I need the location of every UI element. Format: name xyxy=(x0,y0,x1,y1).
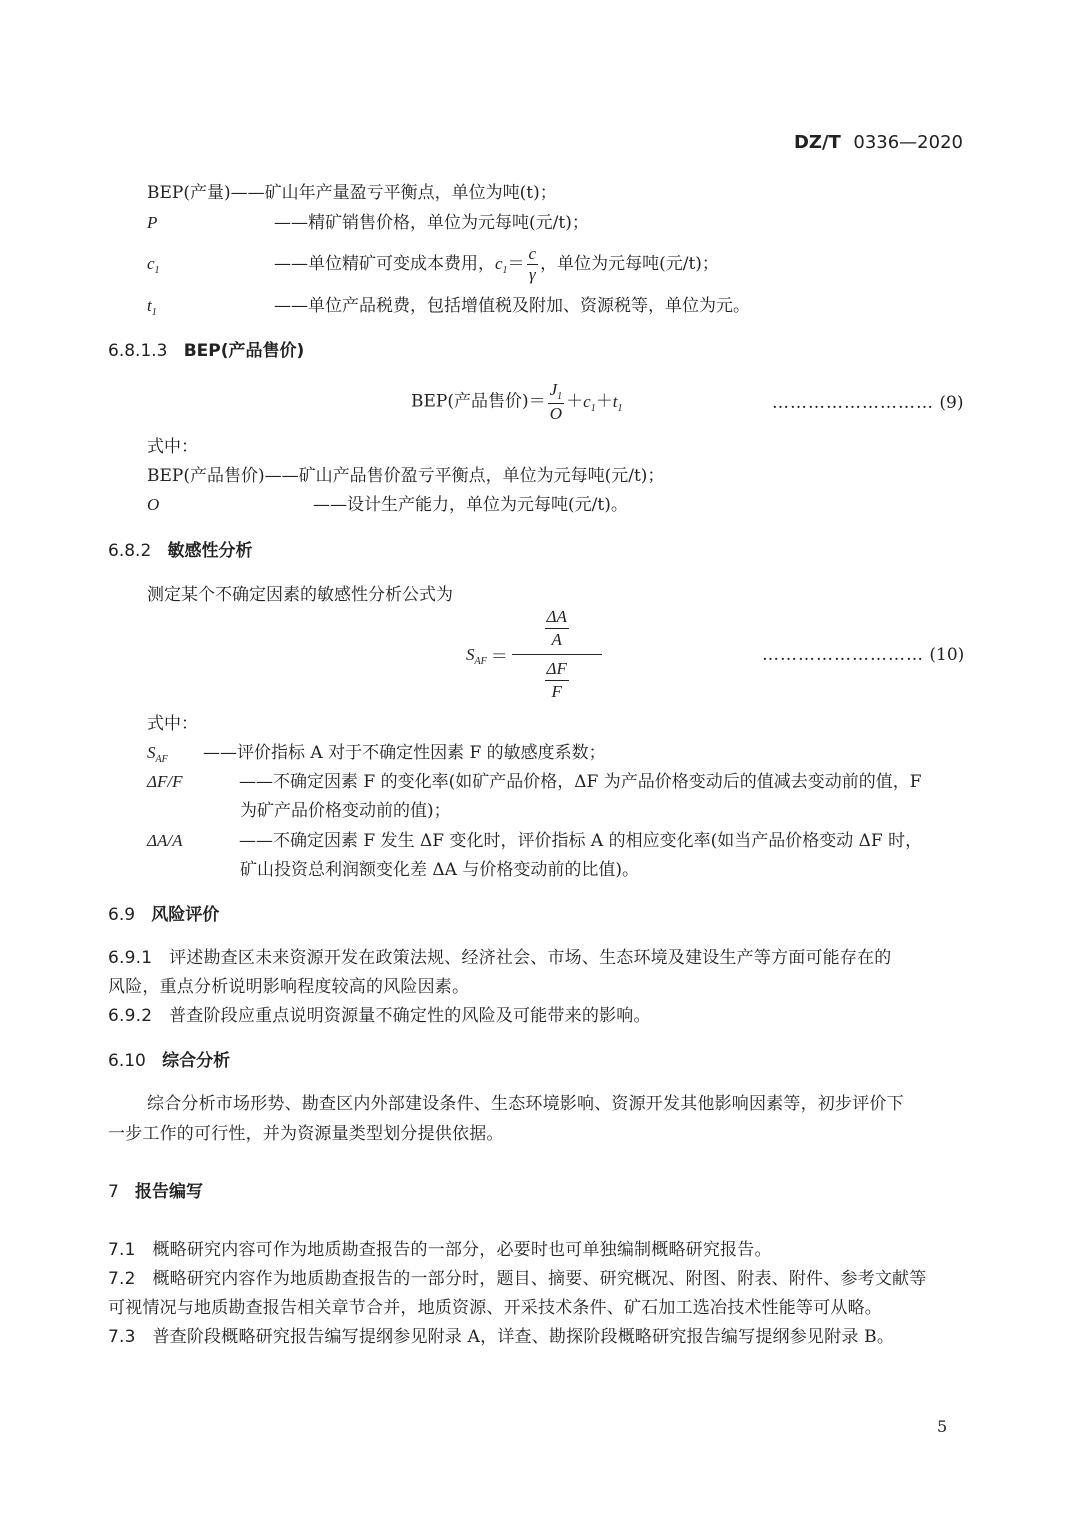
page-number: 5 xyxy=(937,1417,948,1436)
def-symbol: O xyxy=(147,495,160,514)
section-682-heading xyxy=(108,536,252,561)
def-t1 xyxy=(147,291,750,316)
def-symbol: BEP(产量) xyxy=(147,183,231,203)
def-daa xyxy=(147,826,922,851)
formula-10: $S_{AF}$ ＝ $\frac{\Delta A}{A}$ $\frac{\Delta F}{F}$ xyxy=(466,606,602,703)
document-code xyxy=(794,132,963,153)
def-price xyxy=(147,208,589,233)
sensitivity-intro: 测定某个不确定因素的敏感性分析公式为 xyxy=(147,585,453,605)
def-desc: ——不确定因素 F 的变化率(如矿产品价格，ΔF 为产品价格变动后的值减去变动前的值，F xyxy=(239,772,922,792)
def-symbol: $t_1$ xyxy=(147,296,157,318)
section-number: 7 xyxy=(108,1182,119,1202)
standard-code: DZ/T xyxy=(793,132,841,153)
def-desc: ——不确定因素 F 发生 ΔF 变化时，评价指标 A 的相应变化率(如当产品价格变动 ΔF 时， xyxy=(239,831,923,851)
para-72-line2: 可视情况与地质勘查报告相关章节合并，地质资源、开采技术条件、矿石加工选冶技术性能等可从略。 xyxy=(108,1298,882,1318)
para-610-line2: 一步工作的可行性，并为资源量类型划分提供依据。 xyxy=(108,1124,504,1144)
def-desc: ——设计生产能力，单位为元每吨(元/t)。 xyxy=(313,495,628,515)
para-692: 6.9.2 普查阶段应重点说明资源量不确定性的风险及可能带来的影响。 xyxy=(108,1006,651,1026)
def-symbol: P xyxy=(147,213,158,232)
section-6813-heading xyxy=(108,336,304,361)
def-desc: ——精矿销售价格，单位为元每吨(元/t)； xyxy=(274,213,589,233)
para-691: 6.9.1 评述勘查区未来资源开发在政策法规、经济社会、市场、生态环境及建设生产等方面可能存在的 xyxy=(108,948,892,968)
section-title: BEP(产品售价) xyxy=(183,341,305,361)
para-73: 7.3 普查阶段概略研究报告编写提纲参见附录 A，详查、勘探阶段概略研究报告编写提纲参见附录 B。 xyxy=(108,1327,895,1347)
section-number: 6.8.2 xyxy=(108,541,152,561)
para-691-line2: 风险，重点分析说明影响程度较高的风险因素。 xyxy=(108,977,470,997)
section-title: 敏感性分析 xyxy=(167,541,253,561)
section-69-heading xyxy=(108,900,219,925)
def-desc: ——矿山年产量盈亏平衡点，单位为吨(t)； xyxy=(230,183,557,203)
section-number: 6.8.1.3 xyxy=(108,341,168,361)
section-7-heading xyxy=(108,1177,203,1202)
def-symbol: $S_{AF}$ xyxy=(147,743,168,765)
def-desc: ——单位产品税费，包括增值税及附加、资源税等，单位为元。 xyxy=(274,296,750,316)
where-label-2: 式中： xyxy=(147,714,198,734)
section-title: 风险评价 xyxy=(151,905,220,925)
def-desc: ——矿山产品售价盈亏平衡点，单位为元每吨(元/t)； xyxy=(264,466,665,486)
section-title: 报告编写 xyxy=(135,1182,204,1202)
def-desc-pre: ——单位精矿可变成本费用， xyxy=(274,254,495,274)
where-label: 式中： xyxy=(147,437,198,457)
para-72: 7.2 概略研究内容作为地质勘查报告的一部分时，题目、摘要、研究概况、附图、附表、附件、参考文献等 xyxy=(108,1269,927,1289)
section-610-heading xyxy=(108,1046,230,1071)
standard-number: 0336—2020 xyxy=(853,132,963,153)
def-symbol: ΔF/F xyxy=(147,772,183,791)
def-desc: ——评价指标 A 对于不确定性因素 F 的敏感度系数； xyxy=(203,743,606,763)
def-capacity xyxy=(147,490,628,515)
def-symbol: BEP(产品售价) xyxy=(147,466,265,486)
def-symbol: $c_1$ xyxy=(147,254,160,276)
formula-9: BEP(产品售价)＝ $\frac{J_1}{O}$ $+c_1+t_1$ xyxy=(411,380,623,423)
para-71: 7.1 概略研究内容可作为地质勘查报告的一部分，必要时也可单独编制概略研究报告。 xyxy=(108,1240,772,1260)
def-saf xyxy=(147,738,606,763)
def-c1: $c_1$ ——单位精矿可变成本费用，$c_1=$ $\frac{c}{\gamma}$ ，单位为元每吨(元/t)； xyxy=(147,244,719,284)
section-number: 6.10 xyxy=(108,1051,146,1071)
def-dff xyxy=(147,767,922,792)
def-desc-post: ，单位为元每吨(元/t)； xyxy=(540,254,719,274)
formula-10-label: ……………………… (10) xyxy=(762,645,965,665)
def-bep-price xyxy=(147,461,664,486)
section-number: 6.9 xyxy=(108,905,136,925)
para-610-line1: 综合分析市场形势、勘查区内外部建设条件、生态环境影响、资源开发其他影响因素等，初步评价下 xyxy=(147,1094,904,1114)
formula-9-label: ……………………… (9) xyxy=(772,393,964,413)
def-dff-cont: 为矿产品价格变动前的值)； xyxy=(240,801,451,821)
section-title: 综合分析 xyxy=(162,1051,231,1071)
def-symbol: ΔA/A xyxy=(147,831,183,850)
def-daa-cont: 矿山投资总利润额变化差 ΔA 与价格变动前的比值)。 xyxy=(240,860,639,880)
def-bep-output xyxy=(147,178,557,203)
